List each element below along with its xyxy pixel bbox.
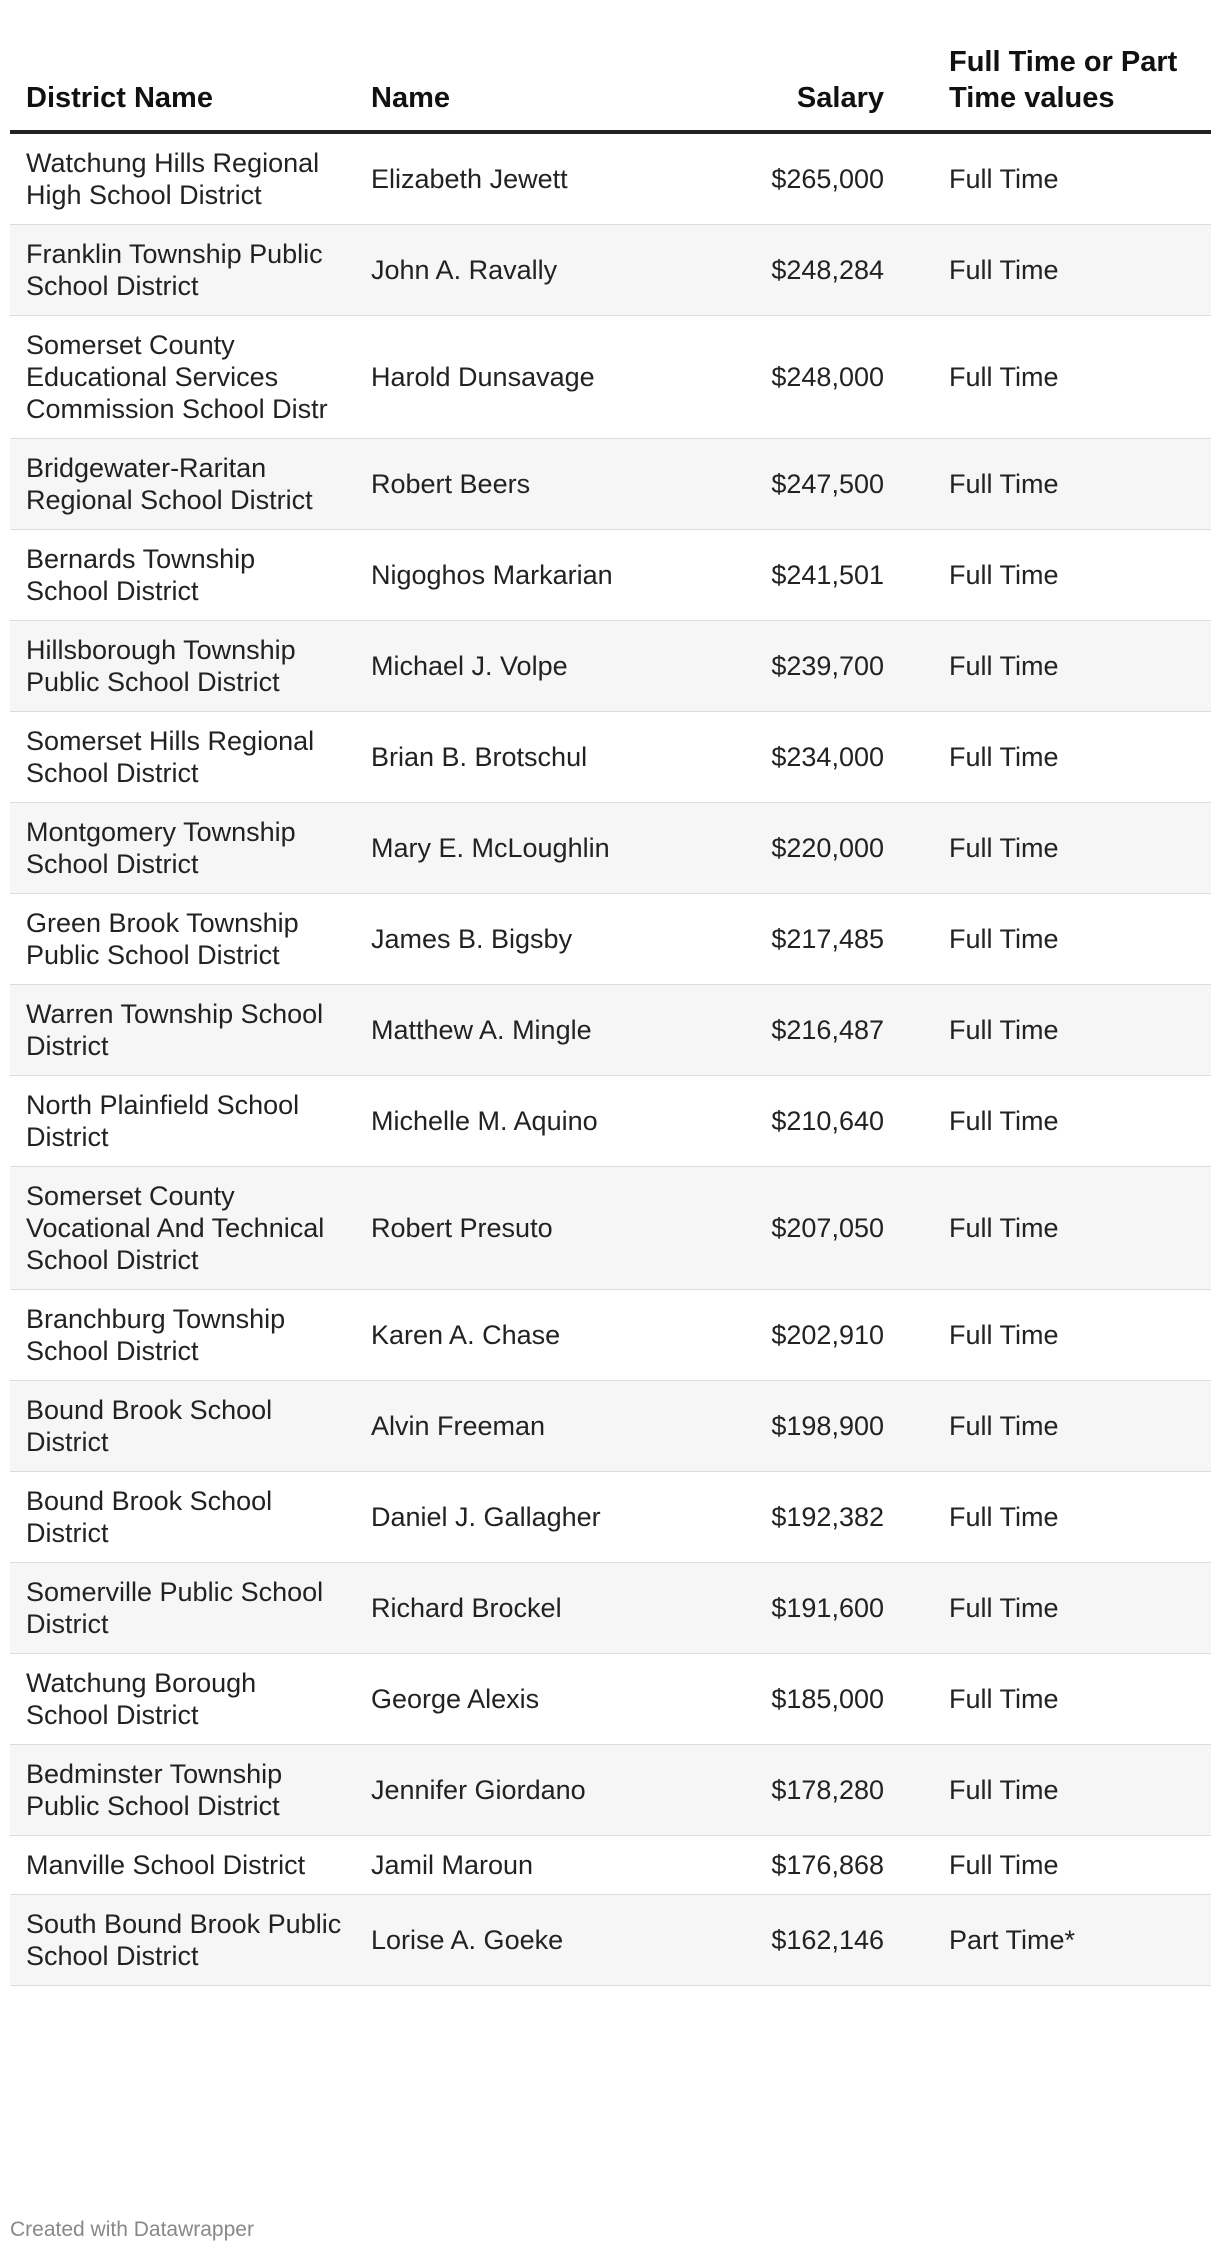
cell-name: Harold Dunsavage bbox=[355, 316, 700, 439]
table-row bbox=[10, 1076, 1211, 1167]
cell-name: Daniel J. Gallagher bbox=[355, 1472, 700, 1563]
cell-employment-type: Full Time bbox=[900, 439, 1211, 530]
cell-employment-type: Full Time bbox=[900, 1654, 1211, 1745]
cell-salary: $248,000 bbox=[700, 316, 900, 439]
cell-district-name: North Plainfield School District bbox=[10, 1076, 355, 1167]
table-row bbox=[10, 132, 1211, 225]
cell-district-name: Somerset County Vocational And Technical School District bbox=[10, 1167, 355, 1290]
table-row bbox=[10, 712, 1211, 803]
cell-salary: $220,000 bbox=[700, 803, 900, 894]
cell-district-name: Somerset Hills Regional School District bbox=[10, 712, 355, 803]
cell-employment-type: Full Time bbox=[900, 132, 1211, 225]
cell-salary: $239,700 bbox=[700, 621, 900, 712]
cell-salary: $176,868 bbox=[700, 1836, 900, 1895]
cell-employment-type: Full Time bbox=[900, 1290, 1211, 1381]
cell-salary: $191,600 bbox=[700, 1563, 900, 1654]
cell-name: Robert Beers bbox=[355, 439, 700, 530]
header-name[interactable]: Name bbox=[355, 44, 700, 132]
table-row bbox=[10, 985, 1211, 1076]
cell-salary: $247,500 bbox=[700, 439, 900, 530]
cell-employment-type: Full Time bbox=[900, 1167, 1211, 1290]
table-row bbox=[10, 1836, 1211, 1895]
table-row bbox=[10, 1563, 1211, 1654]
header-salary[interactable]: Salary bbox=[700, 44, 900, 132]
cell-name: Lorise A. Goeke bbox=[355, 1895, 700, 1986]
cell-employment-type: Full Time bbox=[900, 803, 1211, 894]
cell-name: Elizabeth Jewett bbox=[355, 132, 700, 225]
cell-district-name: Hillsborough Township Public School District bbox=[10, 621, 355, 712]
cell-employment-type: Full Time bbox=[900, 894, 1211, 985]
cell-district-name: Bound Brook School District bbox=[10, 1381, 355, 1472]
cell-name: Alvin Freeman bbox=[355, 1381, 700, 1472]
header-row bbox=[10, 44, 1211, 132]
cell-district-name: Bound Brook School District bbox=[10, 1472, 355, 1563]
cell-name: Michelle M. Aquino bbox=[355, 1076, 700, 1167]
cell-district-name: Bernards Township School District bbox=[10, 530, 355, 621]
cell-district-name: Warren Township School District bbox=[10, 985, 355, 1076]
cell-employment-type: Full Time bbox=[900, 1836, 1211, 1895]
cell-salary: $241,501 bbox=[700, 530, 900, 621]
cell-district-name: South Bound Brook Public School District bbox=[10, 1895, 355, 1986]
cell-name: Nigoghos Markarian bbox=[355, 530, 700, 621]
cell-district-name: Franklin Township Public School District bbox=[10, 225, 355, 316]
cell-salary: $162,146 bbox=[700, 1895, 900, 1986]
header-district-name[interactable]: District Name bbox=[10, 44, 355, 132]
header-employment-type[interactable]: Full Time or Part Time values bbox=[900, 44, 1211, 132]
cell-employment-type: Full Time bbox=[900, 1381, 1211, 1472]
table-row bbox=[10, 1290, 1211, 1381]
cell-salary: $185,000 bbox=[700, 1654, 900, 1745]
table-body bbox=[10, 132, 1211, 1986]
table-row bbox=[10, 803, 1211, 894]
cell-salary: $210,640 bbox=[700, 1076, 900, 1167]
cell-employment-type: Full Time bbox=[900, 1745, 1211, 1836]
cell-employment-type: Full Time bbox=[900, 985, 1211, 1076]
cell-district-name: Montgomery Township School District bbox=[10, 803, 355, 894]
table-row bbox=[10, 1472, 1211, 1563]
cell-name: George Alexis bbox=[355, 1654, 700, 1745]
table-row bbox=[10, 1381, 1211, 1472]
datawrapper-credit: Created with Datawrapper bbox=[10, 2218, 254, 2241]
cell-employment-type: Full Time bbox=[900, 1563, 1211, 1654]
table-row bbox=[10, 621, 1211, 712]
cell-salary: $217,485 bbox=[700, 894, 900, 985]
table-row bbox=[10, 894, 1211, 985]
cell-salary: $207,050 bbox=[700, 1167, 900, 1290]
table-header bbox=[10, 44, 1211, 132]
cell-employment-type: Part Time* bbox=[900, 1895, 1211, 1986]
salary-table bbox=[10, 44, 1211, 1986]
cell-district-name: Somerville Public School District bbox=[10, 1563, 355, 1654]
cell-salary: $202,910 bbox=[700, 1290, 900, 1381]
cell-district-name: Watchung Borough School District bbox=[10, 1654, 355, 1745]
cell-salary: $248,284 bbox=[700, 225, 900, 316]
cell-salary: $178,280 bbox=[700, 1745, 900, 1836]
cell-name: Brian B. Brotschul bbox=[355, 712, 700, 803]
table-row bbox=[10, 439, 1211, 530]
table-row bbox=[10, 1654, 1211, 1745]
cell-district-name: Manville School District bbox=[10, 1836, 355, 1895]
cell-district-name: Bridgewater-Raritan Regional School District bbox=[10, 439, 355, 530]
cell-name: Jennifer Giordano bbox=[355, 1745, 700, 1836]
cell-district-name: Branchburg Township School District bbox=[10, 1290, 355, 1381]
cell-salary: $216,487 bbox=[700, 985, 900, 1076]
cell-salary: $198,900 bbox=[700, 1381, 900, 1472]
cell-name: James B. Bigsby bbox=[355, 894, 700, 985]
cell-name: Robert Presuto bbox=[355, 1167, 700, 1290]
cell-employment-type: Full Time bbox=[900, 225, 1211, 316]
cell-salary: $192,382 bbox=[700, 1472, 900, 1563]
cell-district-name: Bedminster Township Public School District bbox=[10, 1745, 355, 1836]
cell-employment-type: Full Time bbox=[900, 1472, 1211, 1563]
cell-employment-type: Full Time bbox=[900, 1076, 1211, 1167]
cell-name: Richard Brockel bbox=[355, 1563, 700, 1654]
cell-employment-type: Full Time bbox=[900, 530, 1211, 621]
cell-name: John A. Ravally bbox=[355, 225, 700, 316]
cell-name: Michael J. Volpe bbox=[355, 621, 700, 712]
cell-district-name: Somerset County Educational Services Commission School Distr bbox=[10, 316, 355, 439]
cell-name: Karen A. Chase bbox=[355, 1290, 700, 1381]
table-row bbox=[10, 316, 1211, 439]
table-row bbox=[10, 1895, 1211, 1986]
cell-name: Mary E. McLoughlin bbox=[355, 803, 700, 894]
cell-district-name: Green Brook Township Public School District bbox=[10, 894, 355, 985]
cell-employment-type: Full Time bbox=[900, 621, 1211, 712]
table-row bbox=[10, 225, 1211, 316]
cell-employment-type: Full Time bbox=[900, 316, 1211, 439]
cell-name: Jamil Maroun bbox=[355, 1836, 700, 1895]
table-row bbox=[10, 1167, 1211, 1290]
table-row bbox=[10, 530, 1211, 621]
cell-salary: $265,000 bbox=[700, 132, 900, 225]
table-row bbox=[10, 1745, 1211, 1836]
cell-district-name: Watchung Hills Regional High School District bbox=[10, 132, 355, 225]
cell-salary: $234,000 bbox=[700, 712, 900, 803]
cell-name: Matthew A. Mingle bbox=[355, 985, 700, 1076]
cell-employment-type: Full Time bbox=[900, 712, 1211, 803]
